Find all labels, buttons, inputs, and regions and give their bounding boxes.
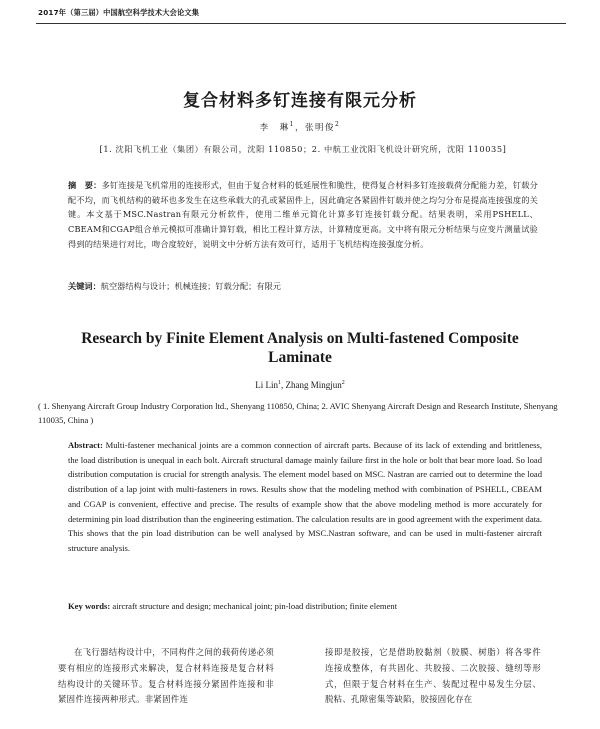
author-separator-cn: ，: [294, 123, 305, 133]
keywords-en-label: Key words:: [68, 601, 111, 611]
header-rule: [36, 23, 566, 24]
abstract-en: [68, 438, 542, 556]
running-header: 2017年（第三届）中国航空科学技术大会论文集: [38, 8, 200, 17]
author-1-en: Li Lin: [255, 380, 278, 390]
body-column-left: 在飞行器结构设计中，不同构件之间的载荷传递必须要有相应的连接形式来解决，复合材料连接是复合材料结构设计的关键环节。复合材料连接分紧固件连接和非紧固件连接两种形式。非紧固件连: [58, 647, 274, 705]
author-1-en-affil-mark: 1: [278, 380, 281, 386]
author-2-en: Zhang Mingjun: [285, 380, 342, 390]
author-1-cn-affil-mark: 1: [289, 121, 295, 129]
author-2-cn-affil-mark: 2: [335, 121, 341, 129]
paper-title-cn: 复合材料多钉连接有限元分析: [183, 91, 417, 111]
affiliation-en: ( 1. Shenyang Aircraft Group Industry Corporation ltd., Shenyang 110850, China; 2. AVIC Shenyang Aircraft Design and Research Institute, Shenyang 110035, China ): [38, 401, 558, 425]
author-separator-en: ,: [281, 380, 286, 390]
affiliation-cn: [1. 沈阳飞机工业（集团）有限公司，沈阳 110850；2. 中航工业沈阳飞机设计研究所，沈阳 110035]: [99, 144, 507, 154]
authors-en: [0, 380, 600, 390]
keywords-cn-label: 关键词：: [68, 281, 101, 291]
authors-cn: [0, 121, 600, 133]
keywords-cn: [68, 281, 538, 292]
abstract-cn-text: 多钉连接是飞机常用的连接形式，但由于复合材料的低延展性和脆性，使得复合材料多钉连接载荷分配能力差，钉载分配不均，而飞机结构的破坏也多发生在这些承载大的孔或紧固件上，因此确定各紧固件钉载并使之均匀分布是提高连接强度的关键。本文基于MSC.Nastran有限元分析软件，使用二维单元简化计算多钉连接钉载分配。结果表明，采用PSHELL、CBEAM和CGAP组合单元模拟可准确计算钉载，相比工程计算方法，计算精度更高。文中将有限元分析结果与应变片测量试验得到的结果进行对比，吻合度较好，说明文中分析方法有效可行，适用于飞机结构连接强度分析。: [68, 180, 538, 249]
keywords-en-text: aircraft structure and design; mechanical joint; pin-load distribution; finite element: [112, 601, 398, 611]
keywords-en: [68, 601, 548, 611]
abstract-cn-label: 摘 要：: [68, 180, 102, 190]
abstract-cn: [68, 178, 538, 252]
abstract-en-text: Multi-fastener mechanical joints are a common connection of aircraft parts. Because of its lack of extending and brittleness, the load distribution is unequal in each bolt. Aircraft structural damage mainly failure first in the hole or bolt that bear more load. So load distribution computation is crucial for strength analysis. The element model based on MSC. Nastran are carried out to determine the load distribution of a lap joint with multi-fasteners in rows. Results show that the modeling method with combination of PSHELL, CBEAM and CGAP is convenient, effective and precise. The results of example show that the above modeling method is more accurately for determining pin load distribution than the engineering estimation. The calculation results are in good agreement with the experiment data. This shows that the pin load distribution can be well analysed by MSC.Nastran software, and can be used in multi-fastener aircraft structure analysis.: [68, 440, 542, 553]
author-2-en-affil-mark: 2: [341, 380, 345, 386]
paper-title-en: Research by Finite Element Analysis on Multi-fastened Composite Laminate: [81, 330, 519, 366]
author-1-cn: 李 琳: [259, 123, 290, 133]
keywords-cn-text: 航空器结构与设计；机械连接；钉载分配；有限元: [100, 281, 281, 291]
author-2-cn: 张明俊: [305, 123, 336, 133]
body-column-right: 接即是胶接，它是借助胶黏剂（胶膜、树脂）将各零件连接成整体，有共固化、共胶接、二次胶接、缝纫等形式，但限于复合材料在生产、装配过程中易发生分层、脱粘、孔隙密集等缺陷，胶接固化存在: [325, 647, 541, 705]
abstract-en-label: Abstract:: [68, 440, 103, 450]
